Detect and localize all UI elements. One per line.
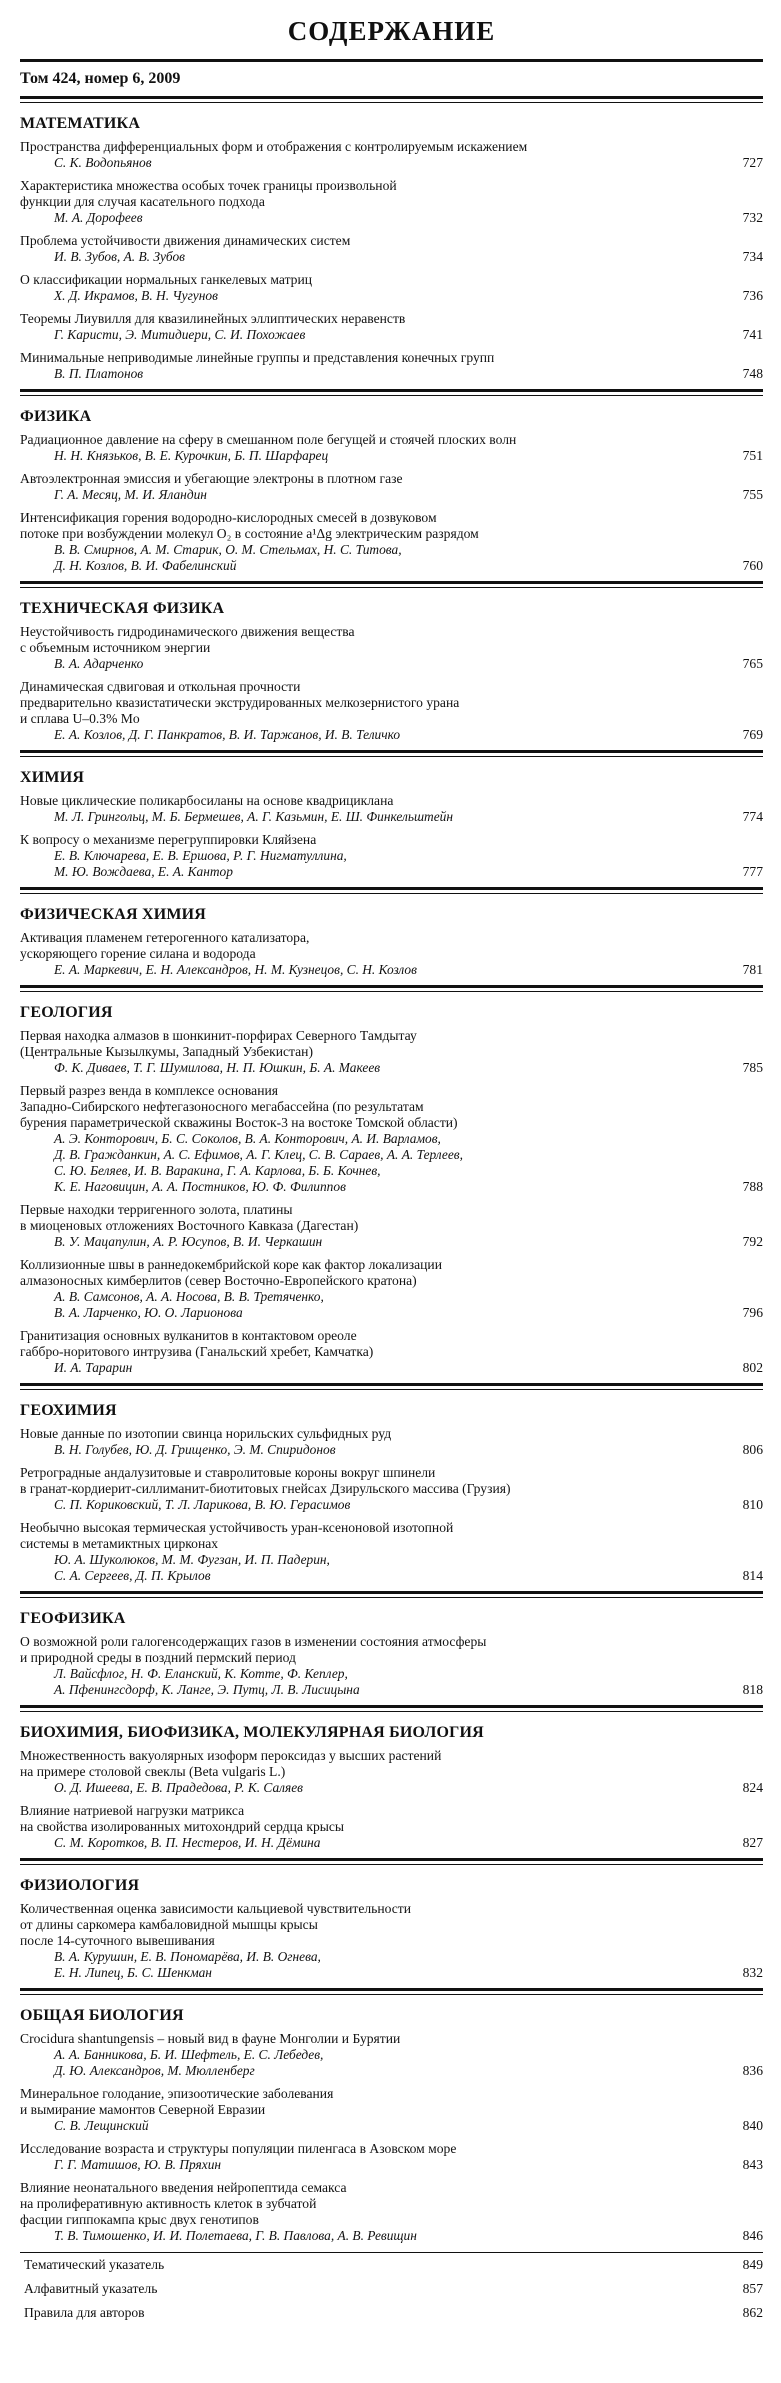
- toc-entry: [20, 624, 763, 672]
- entry-title: [20, 272, 763, 288]
- entry-page-number: 765: [742, 656, 763, 671]
- entry-title-line: Первая находка алмазов в шонкинит-порфирах Северного Тамдытау: [20, 1028, 417, 1043]
- issue-rule: [20, 96, 763, 103]
- toc-entry: [20, 178, 763, 226]
- index-item: [20, 2301, 763, 2325]
- entry-byline: [20, 1835, 763, 1851]
- title-rule: [20, 59, 763, 62]
- entry-title-line: и вымирание мамонтов Северной Евразии: [20, 2102, 266, 2117]
- entry-title-line: Западно-Сибирского нефтегазоносного мегабассейна (по результатам: [20, 1099, 424, 1114]
- entry-page-number: 785: [742, 1060, 763, 1075]
- entry-title-line: габбро-норитового интрузива (Ганальский хребет, Камчатка): [20, 1344, 374, 1359]
- entry-page-number: 760: [742, 558, 763, 573]
- toc-entry: [20, 1426, 763, 1458]
- entry-authors-line: Д. Ю. Александров, М. Мюлленберг: [54, 2063, 255, 2078]
- section-title: ГЕОЛОГИЯ: [20, 1004, 113, 1021]
- entry-title-line: алмазоносных кимберлитов (север Восточно-Европейского кратона): [20, 1273, 417, 1288]
- entry-authors-line: Е. В. Ключарева, Е. В. Ершова, Р. Г. Нигматуллина,: [54, 848, 347, 863]
- entry-authors: [20, 542, 723, 574]
- entry-page-number: 751: [742, 448, 763, 463]
- entry-page-number: 774: [742, 809, 763, 824]
- entry-authors: [20, 809, 723, 825]
- entry-title: [20, 2141, 763, 2157]
- section-rule: [20, 1705, 763, 1712]
- entry-title-line: Интенсификация горения водородно-кислородных смесей в дозвуковом: [20, 510, 437, 525]
- entry-authors-line: Ф. К. Диваев, Т. Г. Шумилова, Н. П. Юшкин, Б. А. Макеев: [54, 1060, 381, 1075]
- entry-title: [20, 1748, 763, 1780]
- entry-title-line: функции для случая касательного подхода: [20, 194, 265, 209]
- toc-entry: [20, 1634, 763, 1698]
- entry-title: [20, 1901, 763, 1949]
- entry-title-line: Влияние неонатального введения нейропептида семакса: [20, 2180, 347, 2195]
- entry-page-number: 755: [742, 487, 763, 502]
- toc-entry: [20, 233, 763, 265]
- entry-title: [20, 471, 763, 487]
- issue-line: Том 424, номер 6, 2009: [20, 70, 181, 87]
- section-rule: [20, 750, 763, 757]
- entry-authors-line: С. В. Лещинский: [54, 2118, 149, 2133]
- index-item: [20, 2277, 763, 2301]
- entry-byline: [20, 448, 763, 464]
- entry-authors: [20, 1949, 723, 1981]
- entry-title: [20, 1083, 763, 1131]
- entry-page-number: 734: [742, 249, 763, 264]
- entry-authors: [20, 2157, 723, 2173]
- entry-page-number: 748: [742, 366, 763, 381]
- entry-authors: [20, 1234, 723, 1250]
- entry-title: [20, 2180, 763, 2228]
- entry-authors-line: В. А. Ларченко, Ю. О. Ларионова: [54, 1305, 243, 1320]
- entry-title-line: Гранитизация основных вулканитов в контактовом ореоле: [20, 1328, 357, 1343]
- entry-authors-line: Х. Д. Икрамов, В. Н. Чугунов: [54, 288, 218, 303]
- section-title: МАТЕМАТИКА: [20, 115, 141, 132]
- entry-byline: [20, 2228, 763, 2244]
- entry-title-line: системы в метамиктных цирконах: [20, 1536, 219, 1551]
- entry-title: [20, 2031, 763, 2047]
- entry-title: [20, 510, 763, 542]
- entry-byline: [20, 656, 763, 672]
- toc-section: [20, 1705, 763, 1851]
- entry-authors-line: К. Е. Наговицин, А. А. Постников, Ю. Ф. Филиппов: [54, 1179, 346, 1194]
- entry-authors-line: В. У. Мацапулин, А. Р. Юсупов, В. И. Черкашин: [54, 1234, 323, 1249]
- entry-authors: [20, 366, 723, 382]
- entry-page-number: 727: [742, 155, 763, 170]
- entry-title-line: с объемным источником энергии: [20, 640, 211, 655]
- entry-title-line: Характеристика множества особых точек границы произвольной: [20, 178, 397, 193]
- entry-page-number: 824: [742, 1780, 763, 1795]
- entry-authors-line: М. А. Дорофеев: [54, 210, 143, 225]
- entry-title-line: К вопросу о механизме перегруппировки Кляйзена: [20, 832, 317, 847]
- entry-page-number: 843: [742, 2157, 763, 2172]
- toc-section: [20, 1383, 763, 1584]
- entry-page-number: 814: [742, 1568, 763, 1583]
- section-rule: [20, 887, 763, 894]
- entry-authors-line: Г. Каристи, Э. Митидиери, С. И. Похожаев: [54, 327, 306, 342]
- entry-authors: [20, 1666, 723, 1698]
- toc-entry: [20, 2141, 763, 2173]
- entry-page-number: 777: [742, 864, 763, 879]
- section-title: ФИЗИКА: [20, 408, 92, 425]
- entry-authors-line: Е. Н. Липец, Б. С. Шенкман: [54, 1965, 212, 1980]
- entry-title-line: от длины саркомера камбаловидной мышцы крысы: [20, 1917, 318, 1932]
- section-rule: [20, 1383, 763, 1390]
- section-rule: [20, 389, 763, 396]
- entry-page-number: 846: [742, 2228, 763, 2243]
- entry-authors: [20, 448, 723, 464]
- entry-byline: [20, 487, 763, 503]
- toc-entry: [20, 471, 763, 503]
- entry-title-line: Динамическая сдвиговая и откольная прочности: [20, 679, 301, 694]
- entry-title-line: Множественность вакуолярных изоформ пероксидаз у высших растений: [20, 1748, 442, 1763]
- entry-title-line: О возможной роли галогенсодержащих газов в изменении состояния атмосферы: [20, 1634, 487, 1649]
- entry-page-number: 736: [742, 288, 763, 303]
- index-item-label: Алфавитный указатель: [24, 2281, 158, 2296]
- toc-entry: [20, 1803, 763, 1851]
- section-rule: [20, 1591, 763, 1598]
- entry-title: [20, 1520, 763, 1552]
- entry-page-number: 769: [742, 727, 763, 742]
- entry-page-number: 788: [742, 1179, 763, 1194]
- entry-authors: [20, 1131, 723, 1195]
- entry-authors: [20, 2228, 723, 2244]
- toc-entry: [20, 930, 763, 978]
- entry-title-line: Новые данные по изотопии свинца норильских сульфидных руд: [20, 1426, 392, 1441]
- toc-section: [20, 389, 763, 574]
- entry-page-number: 827: [742, 1835, 763, 1850]
- toc-entry: [20, 1028, 763, 1076]
- entry-title: [20, 2086, 763, 2118]
- entry-byline: [20, 155, 763, 171]
- toc-entry: [20, 139, 763, 171]
- entry-authors-line: М. Л. Грингольц, М. Б. Бермешев, А. Г. Казьмин, Е. Ш. Финкельштейн: [54, 809, 454, 824]
- entry-byline: [20, 1780, 763, 1796]
- entry-byline: [20, 2157, 763, 2173]
- entry-byline: [20, 249, 763, 265]
- toc-entry: [20, 2180, 763, 2244]
- entry-authors: [20, 1442, 723, 1458]
- entry-authors: [20, 2047, 723, 2079]
- section-title: ТЕХНИЧЕСКАЯ ФИЗИКА: [20, 600, 225, 617]
- entry-authors-line: А. В. Самсонов, А. А. Носова, В. В. Третяченко,: [54, 1289, 324, 1304]
- index-item-page: 857: [742, 2281, 763, 2296]
- entry-authors-line: Д. В. Гражданкин, А. С. Ефимов, А. Г. Клец, С. В. Сараев, А. А. Терлеев,: [54, 1147, 463, 1162]
- entry-title-line: Количественная оценка зависимости кальциевой чувствительности: [20, 1901, 412, 1916]
- toc-entry: [20, 1465, 763, 1513]
- entry-page-number: 840: [742, 2118, 763, 2133]
- entry-authors-line: Д. Н. Козлов, В. И. Фабелинский: [54, 558, 237, 573]
- entry-authors: [20, 1835, 723, 1851]
- section-rule: [20, 1988, 763, 1995]
- entry-authors-line: Е. А. Козлов, Д. Г. Панкратов, В. И. Таржанов, И. В. Теличко: [54, 727, 401, 742]
- entry-title-line: Первые находки терригенного золота, платины: [20, 1202, 293, 1217]
- entry-authors-line: С. М. Коротков, В. П. Нестеров, И. Н. Дёмина: [54, 1835, 321, 1850]
- toc-entry: [20, 832, 763, 880]
- entry-page-number: 818: [742, 1682, 763, 1697]
- toc-section: [20, 1591, 763, 1698]
- entry-authors-line: М. Ю. Вождаева, Е. А. Кантор: [54, 864, 233, 879]
- toc-section: [20, 1858, 763, 1981]
- entry-byline: [20, 1497, 763, 1513]
- section-title: БИОХИМИЯ, БИОФИЗИКА, МОЛЕКУЛЯРНАЯ БИОЛОГИЯ: [20, 1724, 484, 1741]
- entry-page-number: 796: [742, 1305, 763, 1320]
- entry-byline: [20, 288, 763, 304]
- entry-title-line: Ретроградные андалузитовые и ставролитовые короны вокруг шпинели: [20, 1465, 436, 1480]
- entry-authors: [20, 1780, 723, 1796]
- toc-entry: [20, 311, 763, 343]
- entry-byline: [20, 727, 763, 743]
- toc-entry: [20, 1520, 763, 1584]
- entry-title: [20, 1465, 763, 1497]
- entry-title: [20, 178, 763, 210]
- entry-page-number: 806: [742, 1442, 763, 1457]
- entry-byline: [20, 809, 763, 825]
- entry-title-line: Коллизионные швы в раннедокембрийской коре как фактор локализации: [20, 1257, 442, 1272]
- entry-title-line: предварительно квазистатически экструдированных мелкозернистого урана: [20, 695, 460, 710]
- entry-authors: [20, 727, 723, 743]
- entry-title-line: фасции гиппокампа крыс двух генотипов: [20, 2212, 259, 2227]
- entry-byline: [20, 542, 763, 574]
- entry-page-number: 781: [742, 962, 763, 977]
- entry-byline: [20, 1234, 763, 1250]
- section-rule: [20, 581, 763, 588]
- entry-page-number: 810: [742, 1497, 763, 1512]
- entry-byline: [20, 962, 763, 978]
- entry-authors: [20, 210, 723, 226]
- toc-entry: [20, 679, 763, 743]
- entry-byline: [20, 2118, 763, 2134]
- entry-title: [20, 1257, 763, 1289]
- entry-title: [20, 350, 763, 366]
- entry-page-number: 792: [742, 1234, 763, 1249]
- toc-entry: [20, 1901, 763, 1981]
- entry-authors-line: Т. В. Тимошенко, И. И. Полетаева, Г. В. Павлова, А. В. Ревищин: [54, 2228, 417, 2243]
- toc-section: [20, 750, 763, 880]
- entry-title-line: Активация пламенем гетерогенного катализатора,: [20, 930, 310, 945]
- toc-entry: [20, 1328, 763, 1376]
- entry-authors-line: А. Пфенингсдорф, К. Ланге, Э. Путц, Л. В. Лисицына: [54, 1682, 360, 1697]
- entry-byline: [20, 1060, 763, 1076]
- entry-title-line: Пространства дифференциальных форм и отображения с контролируемым искажением: [20, 139, 528, 154]
- entry-byline: [20, 848, 763, 880]
- entry-title-line: на свойства изолированных митохондрий сердца крысы: [20, 1819, 345, 1834]
- entry-authors: [20, 1360, 723, 1376]
- section-title: ГЕОХИМИЯ: [20, 1402, 117, 1419]
- index-list: [20, 2253, 763, 2325]
- entry-authors-line: Ю. А. Шуколюков, М. М. Фугзан, И. П. Падерин,: [54, 1552, 330, 1567]
- entry-title: [20, 1634, 763, 1666]
- entry-authors-line: В. А. Адарченко: [54, 656, 144, 671]
- entry-authors-line: Г. А. Месяц, М. И. Яландин: [54, 487, 207, 502]
- index-item-label: Тематический указатель: [24, 2257, 165, 2272]
- entry-title-line: на пролиферативную активность клеток в зубчатой: [20, 2196, 317, 2211]
- entry-authors-line: И. В. Зубов, А. В. Зубов: [54, 249, 185, 264]
- entry-title: [20, 139, 763, 155]
- entry-authors-line: А. А. Банникова, Б. И. Шефтель, Е. С. Лебедев,: [54, 2047, 324, 2062]
- entry-authors-line: С. Ю. Беляев, И. В. Варакина, Г. А. Карлова, Б. Б. Кочнев,: [54, 1163, 381, 1178]
- entry-authors-line: И. А. Тарарин: [54, 1360, 133, 1375]
- entry-title: [20, 624, 763, 656]
- entry-title-line: Неустойчивость гидродинамического движения вещества: [20, 624, 355, 639]
- entry-title-line: Проблема устойчивости движения динамических систем: [20, 233, 351, 248]
- section-title: ОБЩАЯ БИОЛОГИЯ: [20, 2007, 184, 2024]
- entry-authors-line: Г. Г. Матишов, Ю. В. Пряхин: [54, 2157, 222, 2172]
- entry-authors: [20, 155, 723, 171]
- entry-authors: [20, 487, 723, 503]
- entry-byline: [20, 1289, 763, 1321]
- entry-title-line: Новые циклические поликарбосиланы на основе квадрициклана: [20, 793, 394, 808]
- entry-authors: [20, 327, 723, 343]
- entry-title-line: (Центральные Кызылкумы, Западный Узбекистан): [20, 1044, 313, 1059]
- entry-authors: [20, 848, 723, 880]
- entry-authors: [20, 962, 723, 978]
- entry-authors: [20, 1060, 723, 1076]
- index-block: [20, 2252, 763, 2325]
- entry-authors-line: В. Н. Голубев, Ю. Д. Грищенко, Э. М. Спиридонов: [54, 1442, 336, 1457]
- entry-authors-line: Е. А. Маркевич, Е. Н. Александров, Н. М. Кузнецов, С. Н. Козлов: [54, 962, 417, 977]
- toc-section: [20, 1988, 763, 2244]
- toc-entry: [20, 1748, 763, 1796]
- entry-byline: [20, 2047, 763, 2079]
- entry-title-line: О классификации нормальных ганкелевых матриц: [20, 272, 313, 287]
- toc-entry: [20, 432, 763, 464]
- entry-authors-line: С. А. Сергеев, Д. П. Крылов: [54, 1568, 211, 1583]
- toc-entry: [20, 350, 763, 382]
- section-rule: [20, 985, 763, 992]
- entry-authors: [20, 656, 723, 672]
- entry-authors-line: В. А. Курушин, Е. В. Пономарёва, И. В. Огнева,: [54, 1949, 321, 1964]
- toc-entry: [20, 2086, 763, 2134]
- index-item: [20, 2253, 763, 2277]
- entry-title-line: Минеральное голодание, эпизоотические заболевания: [20, 2086, 334, 2101]
- entry-title: [20, 1426, 763, 1442]
- entry-title-line: Исследование возраста и структуры популяции пиленгаса в Азовском море: [20, 2141, 457, 2156]
- page-title: СОДЕРЖАНИЕ: [287, 16, 496, 46]
- toc-section: [20, 581, 763, 743]
- entry-title-line: в гранат-кордиерит-силлиманит-биотитовых гнейсах Дзирульского массива (Грузия): [20, 1481, 511, 1496]
- toc-entry: [20, 1202, 763, 1250]
- index-item-label: Правила для авторов: [24, 2305, 145, 2320]
- toc-section: [20, 115, 763, 382]
- entry-title-line: ускоряющего горение силана и водорода: [20, 946, 256, 961]
- entry-title-line: Автоэлектронная эмиссия и убегающие электроны в плотном газе: [20, 471, 403, 486]
- entry-title-line: Минимальные неприводимые линейные группы и представления конечных групп: [20, 350, 495, 365]
- entry-authors: [20, 249, 723, 265]
- entry-authors: [20, 2118, 723, 2134]
- entry-title-line: Необычно высокая термическая устойчивость уран-ксеноновой изотопной: [20, 1520, 454, 1535]
- entry-authors-line: Л. Вайсфлог, Н. Ф. Еланский, К. Котте, Ф. Кеплер,: [54, 1666, 348, 1681]
- sections-container: [20, 115, 763, 2244]
- entry-title-line: Первый разрез венда в комплексе основания: [20, 1083, 279, 1098]
- entry-authors-line: В. П. Платонов: [54, 366, 144, 381]
- entry-byline: [20, 327, 763, 343]
- entry-title: [20, 1803, 763, 1835]
- entry-byline: [20, 210, 763, 226]
- entry-title-line: потоке при возбуждении молекул O₂ в состояние a¹Δg электрическим разрядом: [20, 526, 479, 541]
- index-item-page: 862: [742, 2305, 763, 2320]
- entry-page-number: 732: [742, 210, 763, 225]
- entry-page-number: 832: [742, 1965, 763, 1980]
- entry-title: [20, 233, 763, 249]
- entry-byline: [20, 1442, 763, 1458]
- entry-title: [20, 432, 763, 448]
- toc-entry: [20, 510, 763, 574]
- entry-authors: [20, 288, 723, 304]
- toc-entry: [20, 2031, 763, 2079]
- index-item-page: 849: [742, 2257, 763, 2272]
- entry-authors: [20, 1289, 723, 1321]
- entry-byline: [20, 366, 763, 382]
- section-rule: [20, 1858, 763, 1865]
- section-title: ФИЗИОЛОГИЯ: [20, 1877, 140, 1894]
- entry-authors-line: А. Э. Конторович, Б. С. Соколов, В. А. Конторович, А. И. Варламов,: [54, 1131, 441, 1146]
- entry-title: [20, 930, 763, 962]
- entry-title-line: на примере столовой свеклы (Beta vulgaris L.): [20, 1764, 286, 1779]
- entry-title: [20, 1028, 763, 1060]
- entry-title: [20, 793, 763, 809]
- entry-title-line: Влияние натриевой нагрузки матрикса: [20, 1803, 245, 1818]
- entry-authors-line: С. К. Водопьянов: [54, 155, 152, 170]
- entry-title: [20, 832, 763, 848]
- entry-title: [20, 679, 763, 727]
- entry-authors-line: Н. Н. Князьков, В. Е. Курочкин, Б. П. Шарфарец: [54, 448, 329, 463]
- entry-authors-line: С. П. Кориковский, Т. Л. Ларикова, В. Ю. Герасимов: [54, 1497, 351, 1512]
- entry-title-line: и природной среды в поздний пермский период: [20, 1650, 296, 1665]
- entry-byline: [20, 1666, 763, 1698]
- entry-byline: [20, 1360, 763, 1376]
- entry-title-line: Радиационное давление на сферу в смешанном поле бегущей и стоячей плоских волн: [20, 432, 517, 447]
- entry-authors: [20, 1552, 723, 1584]
- toc-section: [20, 887, 763, 978]
- section-title: ГЕОФИЗИКА: [20, 1610, 126, 1627]
- entry-title-line: Crocidura shantungensis – новый вид в фауне Монголии и Бурятии: [20, 2031, 401, 2046]
- entry-title-line: бурения параметрической скважины Восток-3 на востоке Томской области): [20, 1115, 458, 1130]
- entry-title: [20, 1328, 763, 1360]
- entry-title-line: в миоценовых отложениях Восточного Кавказа (Дагестан): [20, 1218, 359, 1233]
- toc-section: [20, 985, 763, 1376]
- toc-entry: [20, 272, 763, 304]
- entry-title: [20, 311, 763, 327]
- toc-entry: [20, 1083, 763, 1195]
- entry-byline: [20, 1552, 763, 1584]
- entry-title-line: после 14-суточного вывешивания: [20, 1933, 215, 1948]
- entry-title: [20, 1202, 763, 1234]
- entry-authors: [20, 1497, 723, 1513]
- entry-page-number: 836: [742, 2063, 763, 2078]
- entry-page-number: 741: [742, 327, 763, 342]
- section-title: ХИМИЯ: [20, 769, 85, 786]
- toc-entry: [20, 1257, 763, 1321]
- toc-entry: [20, 793, 763, 825]
- entry-byline: [20, 1949, 763, 1981]
- entry-authors-line: О. Д. Ишеева, Е. В. Прадедова, Р. К. Саляев: [54, 1780, 303, 1795]
- section-title: ФИЗИЧЕСКАЯ ХИМИЯ: [20, 906, 207, 923]
- entry-page-number: 802: [742, 1360, 763, 1375]
- entry-authors-line: В. В. Смирнов, А. М. Старик, О. М. Стельмах, Н. С. Титова,: [54, 542, 402, 557]
- entry-title-line: Теоремы Лиувилля для квазилинейных эллиптических неравенств: [20, 311, 406, 326]
- entry-byline: [20, 1131, 763, 1195]
- entry-title-line: и сплава U–0.3% Mo: [20, 711, 140, 726]
